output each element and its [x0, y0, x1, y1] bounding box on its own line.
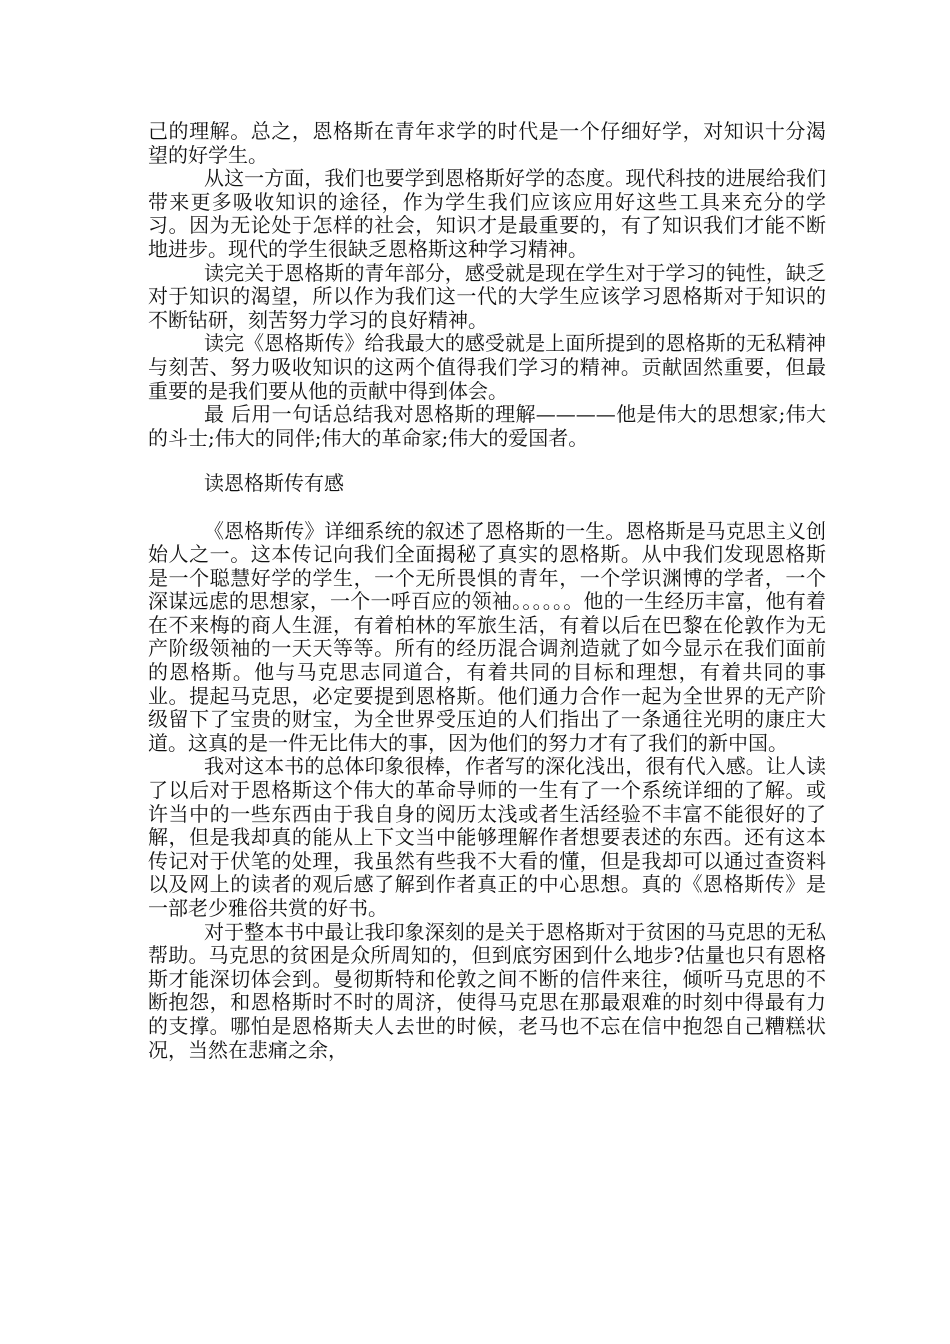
- document-page: [148, 120, 826, 1062]
- paragraph-5: 最 后用一句话总结我对恩格斯的理解————他是伟大的思想家;伟大的斗士;伟大的同伴;伟大的革命家;伟大的爱国者。: [148, 402, 826, 450]
- paragraph-6: 《恩格斯传》详细系统的叙述了恩格斯的一生。恩格斯是马克思主义创始人之一。这本传记向我们全面揭秘了真实的恩格斯。从中我们发现恩格斯是一个聪慧好学的学生，一个无所畏惧的青年，一个学识渊博的学者，一个深谋远虑的思想家，一个一呼百应的领袖。。。。。。他的一生经历丰富，他有着在不来梅的商人生涯，有着柏林的军旅生活，有着以后在巴黎在伦敦作为无产阶级领袖的一天天等等。所有的经历混合调剂造就了如今显示在我们面前的恩格斯。他与马克思志同道合，有着共同的目标和理想，有着共同的事业。提起马克思，必定要提到恩格斯。他们通力合作一起为全世界的无产阶级留下了宝贵的财宝，为全世界受压迫的人们指出了一条通往光明的康庄大道。这真的是一件无比伟大的事，因为他们的努力才有了我们的新中国。: [148, 518, 826, 755]
- section-title: 读恩格斯传有感: [204, 471, 344, 496]
- spacer: [148, 450, 826, 472]
- paragraph-7: 我对这本书的总体印象很棒，作者写的深化浅出，很有代入感。让人读了以后对于恩格斯这个伟大的革命导师的一生有了一个系统详细的了解。或许当中的一些东西由于我自身的阅历太浅或者生活经验不丰富不能很好的了解，但是我却真的能从上下文当中能够理解作者想要表述的东西。还有这本传记对于伏笔的处理，我虽然有些我不大看的懂，但是我却可以通过查资料以及网上的读者的观后感了解到作者真正的中心思想。真的《恩格斯传》是一部老少雅俗共赏的好书。: [148, 754, 826, 920]
- paragraph-8: 对于整本书中最让我印象深刻的是关于恩格斯对于贫困的马克思的无私帮助。马克思的贫困是众所周知的，但到底穷困到什么地步?估量也只有恩格斯才能深切体会到。曼彻斯特和伦敦之间不断的信件来往，倾听马克思的不断抱怨，和恩格斯时不时的周济，使得马克思在那最艰难的时刻中得最有力的支撑。哪怕是恩格斯夫人去世的时候，老马也不忘在信中抱怨自己糟糕状况，当然在悲痛之余，: [148, 919, 826, 1062]
- paragraph-1: 己的理解。总之，恩格斯在青年求学的时代是一个仔细好学，对知识十分渴望的好学生。: [148, 119, 826, 167]
- paragraph-3: 读完关于恩格斯的青年部分，感受就是现在学生对于学习的钝性，缺乏对于知识的渴望，所以作为我们这一代的大学生应该学习恩格斯对于知识的不断钻研，刻苦努力学习的良好精神。: [148, 260, 826, 332]
- paragraph-2: 从这一方面，我们也要学到恩格斯好学的态度。现代科技的进展给我们带来更多吸收知识的途径，作为学生我们应该应用好这些工具来充分的学习。因为无论处于怎样的社会，知识才是最重要的，有了知识我们才能不断地进步。现代的学生很缺乏恩格斯这种学习精神。: [148, 166, 826, 261]
- spacer: [148, 496, 826, 520]
- paragraph-4: 读完《恩格斯传》给我最大的感受就是上面所提到的恩格斯的无私精神与刻苦、努力吸收知识的这两个值得我们学习的精神。贡献固然重要，但最重要的是我们要从他的贡献中得到体会。: [148, 331, 826, 403]
